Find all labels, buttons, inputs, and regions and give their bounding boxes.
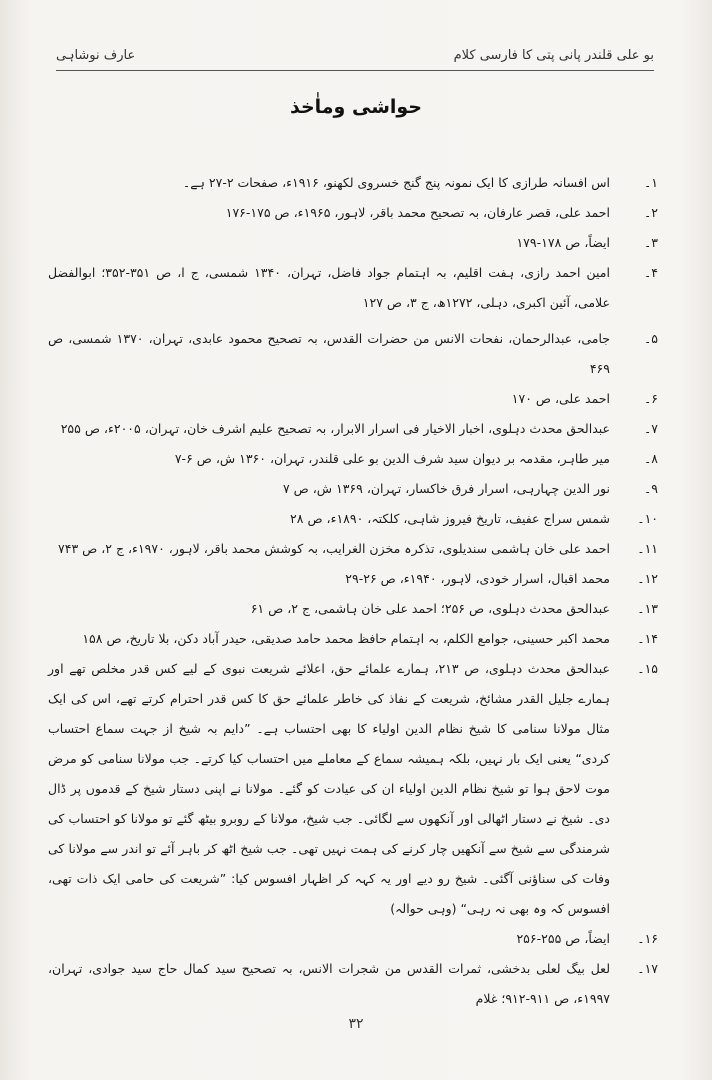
note-number: ۱۰۔ [637, 511, 658, 526]
note-item [48, 504, 658, 534]
note-item [48, 228, 658, 258]
note-number: ۱۱۔ [637, 541, 658, 556]
note-number: ۹۔ [643, 481, 658, 496]
running-header [56, 40, 654, 71]
note-item [48, 324, 658, 384]
note-number: ۱۲۔ [637, 571, 658, 586]
header-author: عارف نوشاہی [56, 47, 136, 63]
header-book-title: بو علی قلندر پانی پتی کا فارسی کلام [453, 47, 654, 63]
note-text: احمد علی، ص ۱۷۰ [511, 391, 610, 406]
note-text: نور الدین چہارہی، اسرار فرق خاکسار، تہران، ۱۳۶۹ ش، ص ۷ [282, 481, 610, 496]
note-item [48, 444, 658, 474]
note-text: محمد اکبر حسینی، جوامع الکلم، بہ اہتمام حافظ محمد حامد صدیقی، حیدر آباد دکن، بلا تاریخ، ص ۱۵۸ [82, 631, 610, 646]
note-number: ۱۷۔ [637, 961, 658, 976]
note-text: لعل بیگ لعلی بدخشی، ثمرات القدس من شجرات الانس، بہ تصحیح سید کمال حاج سید جوادی، تہران، ۱۹۹۷ء، ص ۹۱۱-۹۱۲؛ غلام [48, 961, 610, 1006]
note-text: اس افسانہ طرازی کا ایک نمونہ پنج گنج خسروی لکھنو، ۱۹۱۶ء، صفحات ۲-۲۷ ہے۔ [182, 175, 610, 190]
note-number: ۴۔ [643, 265, 658, 280]
note-number: ۱۶۔ [637, 931, 658, 946]
note-item [48, 198, 658, 228]
note-text: ایضاً، ص ۲۵۵-۲۵۶ [516, 931, 610, 946]
note-number: ۶۔ [643, 391, 658, 406]
note-text: احمد علی خان ہاشمی سندیلوی، تذکرہ مخزن الغرایب، بہ کوشش محمد باقر، لاہور، ۱۹۷۰ء، ج ۲، ص ۷۴۳ [58, 541, 610, 556]
note-item [48, 384, 658, 414]
section-title: حواشی وماٰخذ [289, 96, 423, 118]
note-number: ۱۵۔ [637, 661, 658, 676]
note-number: ۱۔ [643, 175, 658, 190]
note-item [48, 594, 658, 624]
note-text: میر طاہر، مقدمہ بر دیوان سید شرف الدین بو علی قلندر، تہران، ۱۳۶۰ ش، ص ۶-۷ [174, 451, 610, 466]
page-number: ۳۲ [348, 1016, 364, 1032]
note-text: احمد علی، قصر عارفان، بہ تصحیح محمد باقر، لاہور، ۱۹۶۵ء، ص ۱۷۵-۱۷۶ [225, 205, 610, 220]
note-text: محمد اقبال، اسرار خودی، لاہور، ۱۹۴۰ء، ص ۲۶-۲۹ [345, 571, 610, 586]
note-item [48, 534, 658, 564]
note-text: عبدالحق محدث دہلوی، اخبار الاخیار فی اسرار الابرار، بہ تصحیح علیم اشرف خان، تہران، ۲۰۰۵ء، ص ۲۵۵ [60, 421, 610, 436]
note-number: ۷۔ [643, 421, 658, 436]
note-number: ۵۔ [643, 331, 658, 346]
note-item [48, 258, 658, 318]
note-item [48, 654, 658, 924]
note-item [48, 414, 658, 444]
note-item [48, 624, 658, 654]
note-item [48, 168, 658, 198]
note-text: امین احمد رازی، ہفت اقلیم، بہ اہتمام جواد فاضل، تہران، ۱۳۴۰ شمسی، ج ا، ص ۳۵۱-۳۵۲؛ ابوالفضل علامی، آئین اکبری، دہلی، ۱۲۷۲ھ، ج ۳، ص ۱۲۷ [48, 265, 610, 310]
note-item [48, 474, 658, 504]
note-item [48, 954, 658, 1014]
note-number: ۲۔ [643, 205, 658, 220]
note-number: ۳۔ [643, 235, 658, 250]
note-number: ۱۴۔ [637, 631, 658, 646]
note-item [48, 924, 658, 954]
note-number: ۸۔ [643, 451, 658, 466]
note-item [48, 564, 658, 594]
note-text: شمس سراج عفیف، تاریخ فیروز شاہی، کلکتہ، ۱۸۹۰ء، ص ۲۸ [290, 511, 610, 526]
note-text: عبدالحق محدث دہلوی، ص ۲۵۶؛ احمد علی خان ہاشمی، ج ۲، ص ۶۱ [250, 601, 610, 616]
note-text: جامی، عبدالرحمان، نفحات الانس من حضرات القدس، بہ تصحیح محمود عابدی، تہران، ۱۳۷۰ شمسی، ص ۴۶۹ [48, 331, 610, 376]
notes-list [48, 168, 658, 1014]
note-number: ۱۳۔ [637, 601, 658, 616]
note-text: عبدالحق محدث دہلوی، ص ۲۱۳، ہمارے علمائے حق، اعلائے شریعت نبوی کے لیے کس قدر مخلص تھے اور ہمارے جلیل القدر مشائخ، شریعت کے نفاذ کی خاطر علمائے حق کا کس قدر احترام کرتے تھے، اس کی ایک مثال مولانا سنامی کا شیخ نظام الدین اولیاء کا بھی احتساب ہے۔ ”دایم بہ شیخ از جہت سماع احتساب کردی“ یعنی ایک بار نہیں، بلکہ ہمیشہ سماع کے معاملے میں احتساب کیا کرتے۔ جب مولانا سنامی کو مرض موت لاحق ہوا تو شیخ نظام الدین اولیاء ان کی عیادت کو گئے۔ مولانا نے اپنی دستار شیخ کے قدموں پر ڈال دی۔ شیخ نے دستار اٹھالی اور آنکھوں سے لگائی۔ جب شیخ، مولانا کے روبرو بیٹھ گئے تو مولانا کو احتساب کی شرمندگی سے شیخ سے آنکھیں چار کرنے کی ہمت نہیں تھی۔ جب شیخ اٹھ کر باہر آئے تو اندر سے مولانا کی وفات کی سناؤنی آگئی۔ شیخ رو دیے اور یہ کہہ کر اظہار افسوس کیا: ”شریعت کی حامی ایک ذات تھی، افسوس کہ وہ بھی نہ رہی“ (وہی حوالہ) [48, 661, 610, 916]
note-text: ایضاً، ص ۱۷۸-۱۷۹ [516, 235, 610, 250]
